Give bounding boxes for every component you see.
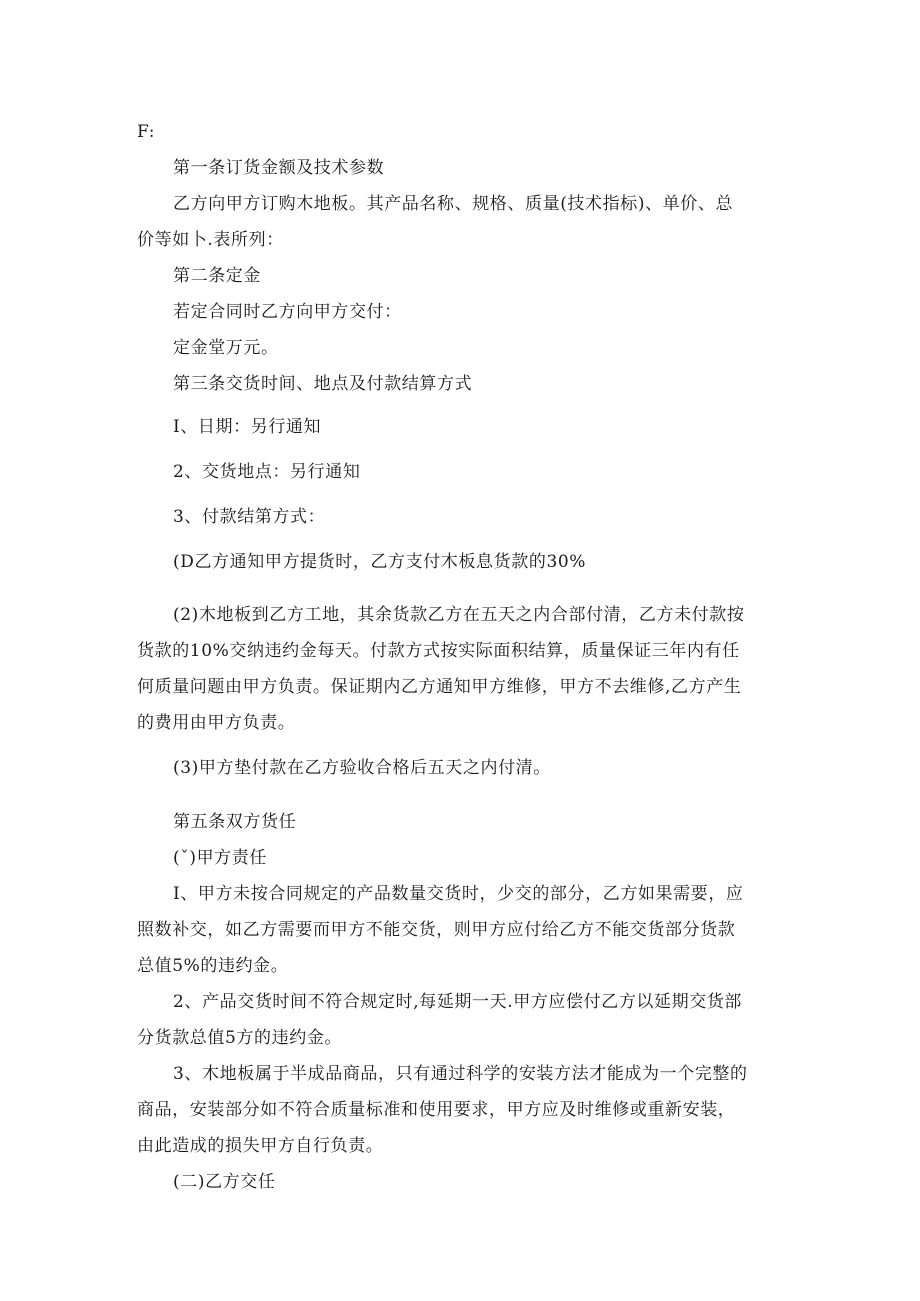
doc-line: 的费用由甲方负责。 <box>137 713 296 733</box>
doc-line: 3、木地板属于半成品商品，只有通过科学的安装方法才能成为一个完整的 <box>173 1064 748 1084</box>
doc-line: 货款的10%交纳违约金每天。付款方式按实际面积结算，质量保证三年内有任 <box>137 641 740 661</box>
doc-line: I、日期：另行通知 <box>173 417 322 437</box>
doc-line: I、甲方未按合同规定的产品数量交货时，少交的部分，乙方如果需要，应 <box>173 884 744 904</box>
doc-line: 何质量问题由甲方负责。保证期内乙方通知甲方维修，甲方不去维修,乙方产生 <box>137 677 742 697</box>
doc-line: (3)甲方垫付款在乙方验收合格后五天之内付清。 <box>173 758 551 778</box>
doc-line: 照数补交，如乙方需要而甲方不能交货，则甲方应付给乙方不能交货部分货款 <box>137 920 736 940</box>
doc-line: 商品，安装部分如不符合质量标准和使用要求，甲方应及时维修或重新安装， <box>137 1100 736 1120</box>
doc-line: 总值5%的违约金。 <box>137 956 289 976</box>
doc-line: 由此造成的损失甲方自行负责。 <box>137 1136 384 1156</box>
doc-line: 若定合同时乙方向甲方交付： <box>173 302 402 322</box>
doc-line: 3、付款结第方式： <box>173 507 326 527</box>
doc-line: 乙方向甲方订购木地板。其产品名称、规格、质量(技术指标)、单价、总 <box>173 194 734 214</box>
doc-line: 2、交货地点：另行通知 <box>173 462 361 482</box>
doc-line: 价等如卜.表所列： <box>137 230 284 250</box>
section-heading: 第一条订货金额及技术参数 <box>173 158 385 178</box>
doc-line: (D乙方通知甲方提货时，乙方支付木板息货款的30% <box>173 552 587 572</box>
doc-line: (2)木地板到乙方工地，其余货款乙方在五天之内合部付清，乙方未付款按 <box>173 605 745 625</box>
doc-line: 定金堂万元。 <box>173 338 279 358</box>
doc-line: F: <box>137 122 156 142</box>
section-heading: 第二条定金 <box>173 266 261 286</box>
doc-line: 分货款总值5方的违约金。 <box>137 1028 343 1048</box>
section-heading: 第三条交货时间、地点及付款结算方式 <box>173 374 473 394</box>
doc-line: (ˇ)甲方责任 <box>173 848 267 868</box>
doc-line: 2、产品交货时间不符合规定时,每延期一天.甲方应偿付乙方以延期交货部 <box>173 992 743 1012</box>
section-heading: 第五条双方货任 <box>173 812 297 832</box>
doc-line: (二)乙方交任 <box>173 1172 276 1192</box>
